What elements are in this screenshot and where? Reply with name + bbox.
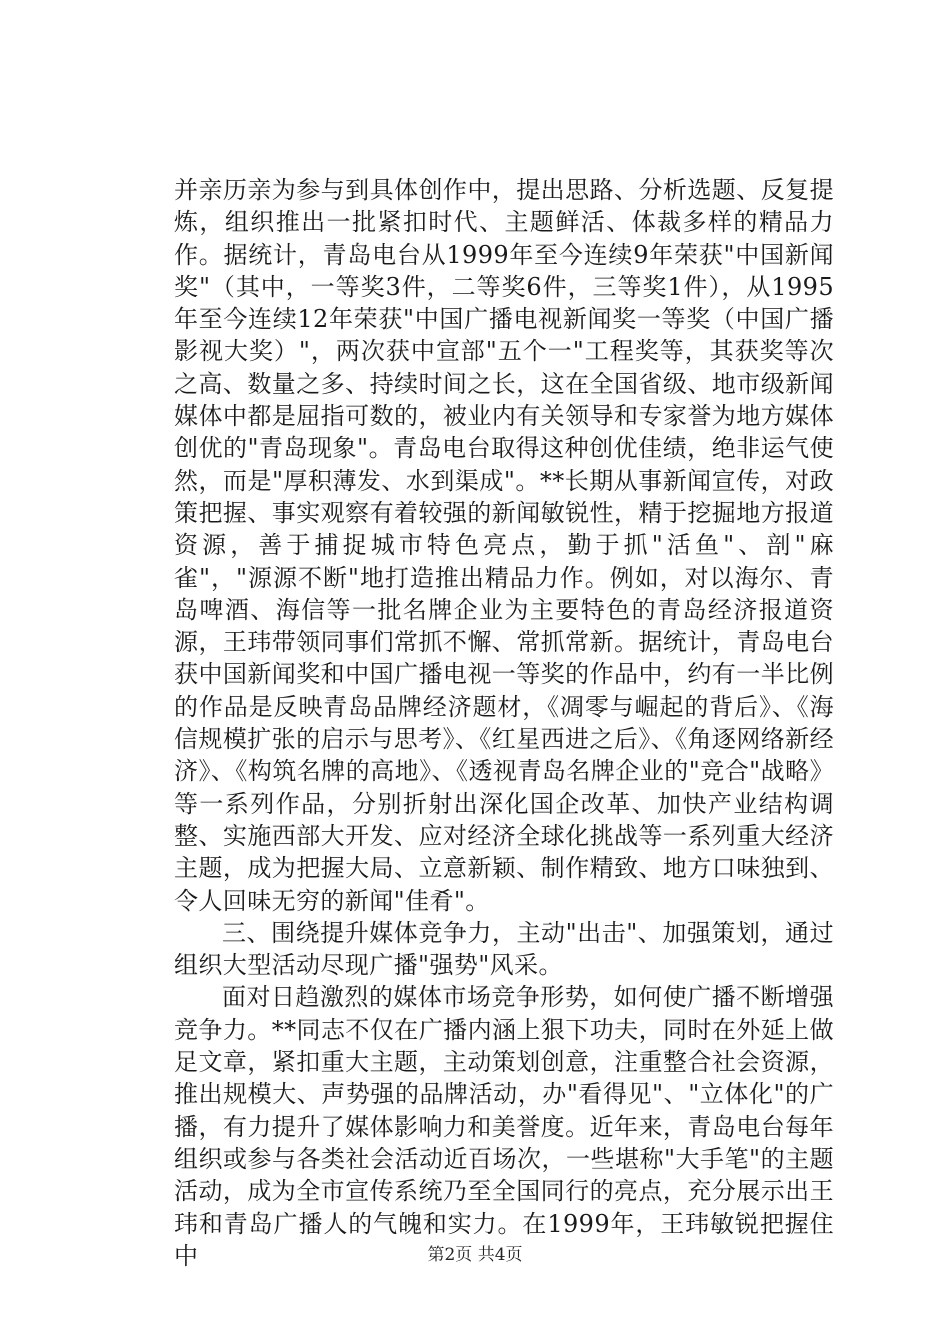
paragraph: 面对日趋激烈的媒体市场竞争形势，如何使广播不断增强竞争力。**同志不仅在广播内涵上狠下功夫，同时在外延上做足文章，紧扣重大主题，主动策划创意，注重整合社会资源，推出规模大、声势强的品牌活动，办"看得见"、"立体化"的广播，有力提升了媒体影响力和美誉度。近年来，青岛电台每年组织或参与各类社会活动近百场次，一些堪称"大手笔"的主题活动，成为全市宣传系统乃至全国同行的亮点，充分展示出王玮和青岛广播人的气魄和实力。在1999年，王玮敏锐把握住中 [174,983,834,1270]
section-heading-3: 三、围绕提升媒体竞争力，主动"出击"、加强策划，通过组织大型活动尽现广播"强势"风采。 [174,918,834,980]
paragraph-continuation: 并亲历亲为参与到具体创作中，提出思路、分析选题、反复提炼，组织推出一批紧扣时代、主题鲜活、体裁多样的精品力作。据统计，青岛电台从1999年至今连续9年荣获"中国新闻奖"（其中，一等奖3件，二等奖6件，三等奖1件），从1995年至今连续12年荣获"中国广播电视新闻奖一等奖（中国广播影视大奖）"，两次获中宣部"五个一"工程奖等，其获奖等次之高、数量之多、持续时间之长，这在全国省级、地市级新闻媒体中都是屈指可数的，被业内有关领导和专家誉为地方媒体创优的"青岛现象"。青岛电台取得这种创优佳绩，绝非运气使然，而是"厚积薄发、水到渠成"。**长期从事新闻宣传，对政策把握、事实观察有着较强的新闻敏锐性，精于挖掘地方报道资源，善于捕捉城市特色亮点，勤于抓"活鱼"、剖"麻雀"，"源源不断"地打造推出精品力作。例如，对以海尔、青岛啤酒、海信等一批名牌企业为主要特色的青岛经济报道资源，王玮带领同事们常抓不懈、常抓常新。据统计，青岛电台获中国新闻奖和中国广播电视一等奖的作品中，约有一半比例的作品是反映青岛品牌经济题材，《凋零与崛起的背后》、《海信规模扩张的启示与思考》、《红星西进之后》、《角逐网络新经济》、《构筑名牌的高地》、《透视青岛名牌企业的"竞合"战略》等一系列作品，分别折射出深化国企改革、加快产业结构调整、实施西部大开发、应对经济全球化挑战等一系列重大经济主题，成为把握大局、立意新颖、制作精致、地方口味独到、令人回味无穷的新闻"佳肴"。 [174,176,834,915]
page-number-footer: 第2页 共4页 [427,1245,523,1265]
document-body [174,174,834,1272]
